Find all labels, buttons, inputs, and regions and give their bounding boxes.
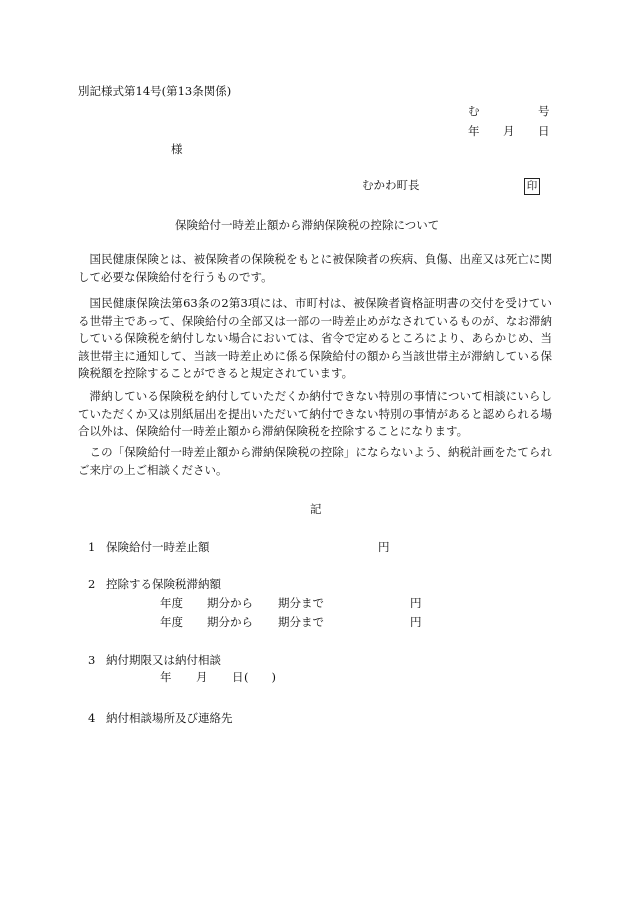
item-1-unit: 円	[378, 540, 390, 554]
item-2-row-1-unit: 円	[410, 596, 422, 610]
item-4-number: 4	[88, 711, 96, 725]
doc-number-prefix: む	[468, 104, 480, 118]
item-2-row-1-from: 期分から	[207, 596, 253, 610]
doc-number-suffix: 号	[538, 104, 550, 118]
item-4-label: 納付相談場所及び連絡先	[106, 711, 233, 725]
item-3-day: 日	[232, 670, 244, 684]
item-3-year: 年	[160, 670, 172, 684]
body-paragraph-4: この「保険給付一時差止額から滞納保険税の控除」にならないよう、納税計画をたてられご来庁の上ご相談ください。	[78, 445, 552, 477]
item-2-label: 控除する保険税滞納額	[106, 577, 221, 591]
date-day: 日	[538, 124, 550, 138]
date-month: 月	[503, 124, 515, 138]
item-3-label: 納付期限又は納付相談	[106, 653, 221, 667]
item-3-number: 3	[88, 653, 96, 667]
addressee-suffix: 様	[171, 142, 183, 156]
body-paragraph-3: 滞納している保険税を納付していただくか納付できない特別の事情について相談にいらしていただくか又は別紙届出を提出いただいて納付できない特別の事情があると認められる場合以外は、保険給付一時差止額から滞納保険税を控除することになります。	[78, 389, 552, 439]
item-1-label: 保険給付一時差止額	[106, 540, 210, 554]
item-2-row-2-to: 期分まで	[278, 615, 324, 629]
ki-heading: 記	[310, 502, 322, 516]
item-2-row-1-year: 年度	[160, 596, 183, 610]
form-label: 別記様式第14号(第13条関係)	[78, 84, 232, 98]
item-2-row-2-year: 年度	[160, 615, 183, 629]
item-3-paren: ( )	[244, 670, 276, 684]
item-2-row-1-to: 期分まで	[278, 596, 324, 610]
item-2-row-2-unit: 円	[410, 615, 422, 629]
body-paragraph-1: 国民健康保険とは、被保険者の保険税をもとに被保険者の疾病、負傷、出産又は死亡に関して必要な保険給付を行うものです。	[78, 252, 552, 284]
issuer-name: むかわ町長	[362, 178, 420, 192]
item-1-number: 1	[88, 540, 96, 554]
seal-mark: 印	[524, 178, 540, 195]
item-3-month: 月	[196, 670, 208, 684]
item-2-number: 2	[88, 577, 96, 591]
date-year: 年	[468, 124, 480, 138]
document-title: 保険給付一時差止額から滞納保険税の控除について	[175, 218, 440, 232]
body-paragraph-2: 国民健康保険法第63条の2第3項には、市町村は、被保険者資格証明書の交付を受けている世帯主であって、保険給付の全部又は一部の一時差止めがなされているものが、なお滞納している保険税を納付しない場合においては、省令で定めるところにより、あらかじめ、当該世帯主に通知して、当該一時差止めに係る保険給付の額から当該世帯主が滞納している保険税額を控除することができると規定されています。	[78, 296, 552, 381]
item-2-row-2-from: 期分から	[207, 615, 253, 629]
